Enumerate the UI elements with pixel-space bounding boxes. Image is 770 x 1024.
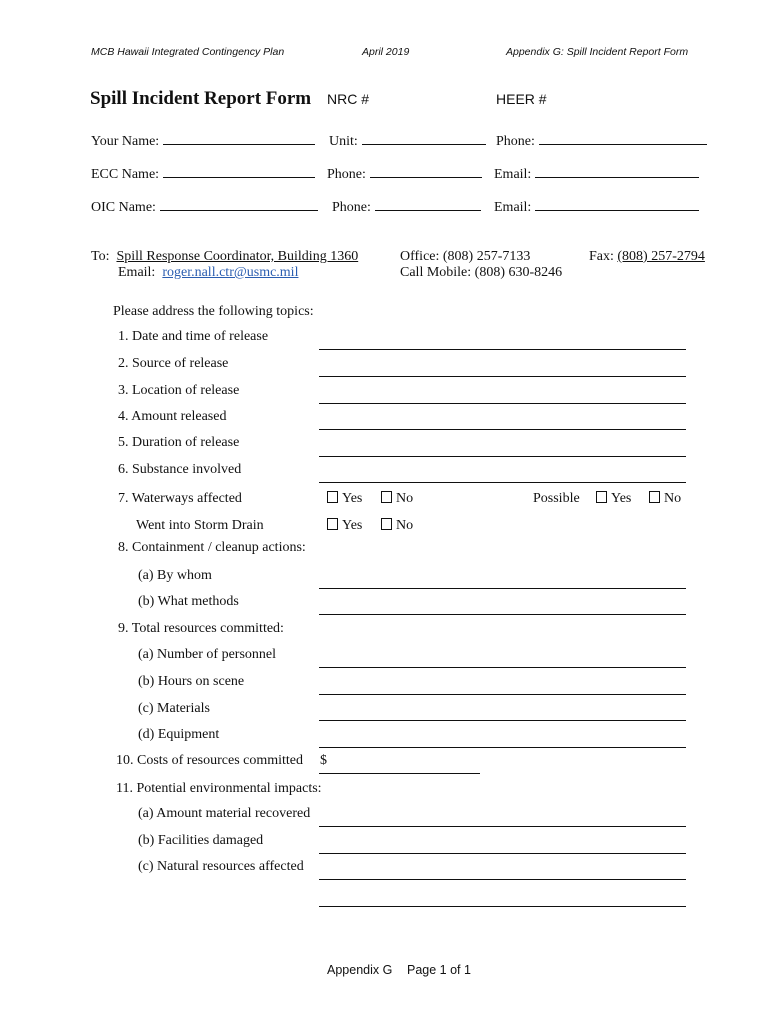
no-label: No: [664, 491, 682, 506]
yes-label: Yes: [611, 491, 632, 506]
unit-field[interactable]: [329, 134, 486, 150]
answer-line-extra[interactable]: [319, 906, 686, 907]
ecc-phone-blank[interactable]: [370, 176, 482, 178]
page-title: Spill Incident Report Form: [90, 88, 312, 109]
email-label: Email:: [118, 265, 156, 280]
storm-drain-yes-checkbox[interactable]: [327, 518, 362, 534]
answer-line-equipment[interactable]: [319, 747, 686, 748]
waterways-yes-checkbox[interactable]: [327, 491, 362, 507]
answer-line-personnel[interactable]: [319, 667, 686, 668]
possible-yes-checkbox[interactable]: [596, 491, 631, 507]
footer-page-number: Page 1 of 1: [407, 963, 471, 977]
topic-materials: (c) Materials: [138, 701, 210, 716]
no-label: No: [396, 518, 414, 533]
answer-line-location[interactable]: [319, 403, 686, 404]
waterways-no-checkbox[interactable]: [381, 491, 413, 507]
topic-date-time: 1. Date and time of release: [118, 329, 269, 344]
ecc-phone-field[interactable]: [327, 167, 482, 183]
email-line: [118, 265, 298, 281]
oic-email-field[interactable]: [494, 200, 699, 216]
topic-impacts: 11. Potential environmental impacts:: [116, 781, 322, 796]
unit-blank[interactable]: [362, 143, 486, 145]
answer-line-natural-resources[interactable]: [319, 879, 686, 880]
office-phone: Office: (808) 257-7133: [400, 249, 531, 264]
yes-label: Yes: [342, 491, 363, 506]
to-label: To:: [91, 249, 110, 264]
header-date: April 2019: [362, 46, 410, 58]
ecc-email-label: Email:: [494, 167, 532, 182]
header-plan-name: MCB Hawaii Integrated Contingency Plan: [91, 46, 285, 58]
fax-line: [589, 249, 705, 265]
answer-line-materials[interactable]: [319, 720, 686, 721]
checkbox-icon: [327, 518, 338, 530]
oic-phone-field[interactable]: [332, 200, 481, 216]
answer-line-substance[interactable]: [319, 482, 686, 483]
oic-email-blank[interactable]: [535, 209, 699, 211]
topic-duration: 5. Duration of release: [118, 435, 240, 450]
phone-label: Phone:: [496, 134, 535, 149]
topic-location: 3. Location of release: [118, 383, 240, 398]
fax-number: (808) 257-2794: [617, 249, 705, 264]
phone-field[interactable]: [496, 134, 707, 150]
nrc-label: NRC #: [327, 91, 370, 107]
dollar-sign: $: [320, 753, 327, 768]
topic-methods: (b) What methods: [138, 594, 239, 609]
checkbox-icon: [649, 491, 660, 503]
answer-line-duration[interactable]: [319, 456, 686, 457]
your-name-label: Your Name:: [91, 134, 160, 149]
oic-name-label: OIC Name:: [91, 200, 156, 215]
oic-phone-label: Phone:: [332, 200, 371, 215]
answer-line-facilities[interactable]: [319, 853, 686, 854]
checkbox-icon: [381, 518, 392, 530]
topic-containment: 8. Containment / cleanup actions:: [118, 540, 306, 555]
oic-phone-blank[interactable]: [375, 209, 481, 211]
topic-substance: 6. Substance involved: [118, 462, 242, 477]
checkbox-icon: [327, 491, 338, 503]
answer-line-recovered[interactable]: [319, 826, 686, 827]
heer-label: HEER #: [496, 91, 547, 107]
phone-blank[interactable]: [539, 143, 707, 145]
fax-label: Fax:: [589, 249, 614, 264]
topic-recovered: (a) Amount material recovered: [138, 806, 311, 821]
topic-personnel: (a) Number of personnel: [138, 647, 277, 662]
header-appendix: Appendix G: Spill Incident Report Form: [506, 46, 689, 58]
ecc-email-field[interactable]: [494, 167, 699, 183]
your-name-field[interactable]: [91, 134, 315, 150]
your-name-blank[interactable]: [163, 143, 315, 145]
topic-hours: (b) Hours on scene: [138, 674, 245, 689]
oic-name-blank[interactable]: [160, 209, 318, 211]
topic-facilities: (b) Facilities damaged: [138, 833, 264, 848]
topic-source: 2. Source of release: [118, 356, 229, 371]
checkbox-icon: [381, 491, 392, 503]
answer-line-hours[interactable]: [319, 694, 686, 695]
topic-resources: 9. Total resources committed:: [118, 621, 284, 636]
checkbox-icon: [596, 491, 607, 503]
instructions: Please address the following topics:: [113, 304, 314, 319]
possible-no-checkbox[interactable]: [649, 491, 681, 507]
ecc-phone-label: Phone:: [327, 167, 366, 182]
possible-label: Possible: [533, 491, 580, 506]
oic-name-field[interactable]: [91, 200, 318, 216]
mobile-phone: Call Mobile: (808) 630-8246: [400, 265, 563, 280]
answer-line-amount[interactable]: [319, 429, 686, 430]
topic-by-whom: (a) By whom: [138, 568, 212, 583]
to-line: [91, 249, 358, 265]
footer-appendix: Appendix G: [327, 963, 393, 977]
coordinator-name: Spill Response Coordinator, Building 1360: [116, 249, 359, 264]
no-label: No: [396, 491, 414, 506]
answer-line-source[interactable]: [319, 376, 686, 377]
topic-costs: 10. Costs of resources committed: [116, 753, 304, 768]
topic-natural-resources: (c) Natural resources affected: [138, 859, 304, 874]
yes-label: Yes: [342, 518, 363, 533]
ecc-name-field[interactable]: [91, 167, 315, 183]
topic-waterways: 7. Waterways affected: [118, 491, 242, 506]
ecc-name-label: ECC Name:: [91, 167, 160, 182]
answer-line-methods[interactable]: [319, 614, 686, 615]
answer-line-date-time[interactable]: [319, 349, 686, 350]
answer-line-costs[interactable]: [319, 773, 480, 774]
unit-label: Unit:: [329, 134, 358, 149]
ecc-email-blank[interactable]: [535, 176, 699, 178]
topic-equipment: (d) Equipment: [138, 727, 220, 742]
storm-drain-no-checkbox[interactable]: [381, 518, 413, 534]
topic-amount: 4. Amount released: [118, 409, 227, 424]
ecc-name-blank[interactable]: [163, 176, 315, 178]
oic-email-label: Email:: [494, 200, 532, 215]
answer-line-by-whom[interactable]: [319, 588, 686, 589]
coordinator-email-link[interactable]: roger.nall.ctr@usmc.mil: [162, 265, 299, 280]
topic-storm-drain: Went into Storm Drain: [136, 518, 264, 533]
